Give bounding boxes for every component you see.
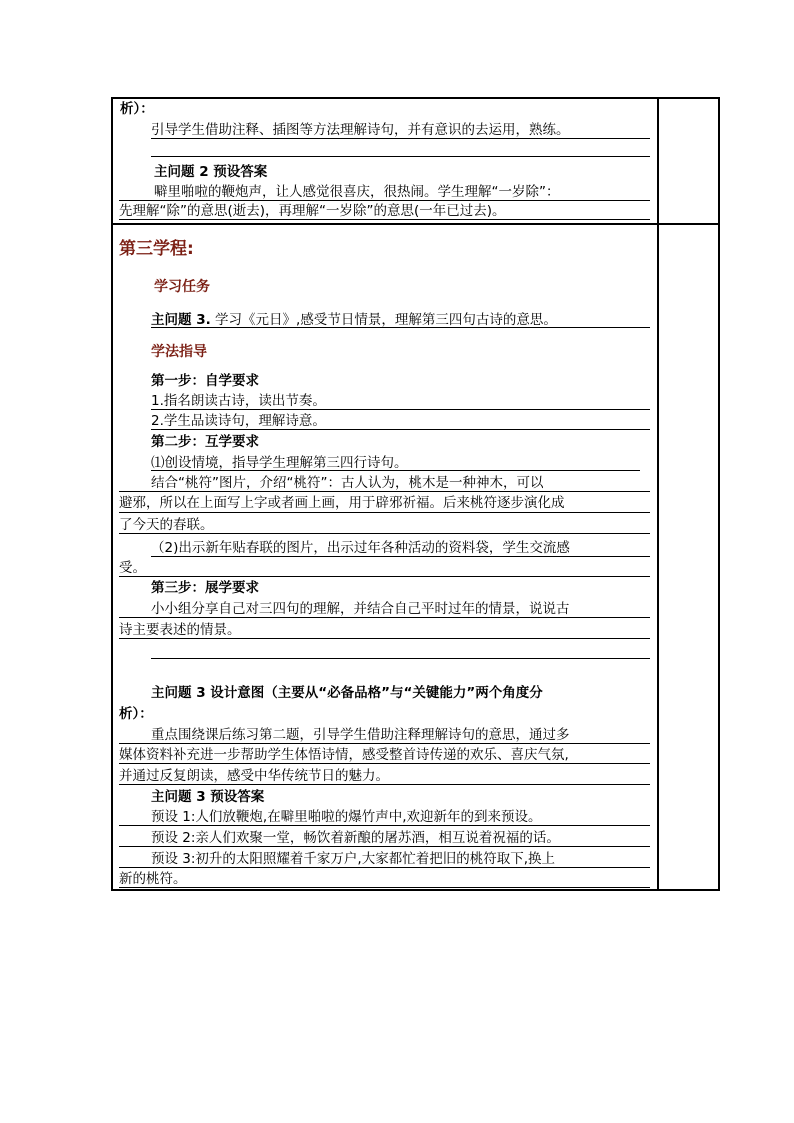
underline: [119, 617, 650, 618]
underline: [151, 556, 650, 557]
q3-text: 学习《元日》,感受节日情景，理解第三四句古诗的意思。: [210, 312, 557, 328]
underline: [119, 867, 650, 868]
underline: [151, 470, 640, 471]
underline: [119, 763, 650, 764]
method-heading: 学法指导: [151, 344, 207, 360]
row-divider: [113, 223, 718, 225]
design-line: 媒体资料补充进一步帮助学生体悟诗情，感受整首诗传递的欢乐、喜庆气氛,: [119, 747, 569, 763]
step1-item: 2.学生品读诗句，理解诗意。: [151, 413, 326, 429]
design-title: 析）：: [119, 706, 153, 722]
analysis-tail: 析）：: [120, 101, 154, 117]
underline: [151, 156, 650, 157]
underline: [151, 658, 650, 659]
step2-line: 了今天的春联。: [119, 517, 214, 533]
underline: [151, 327, 650, 328]
step2-line: 受。: [119, 560, 146, 576]
design-title: 主问题 3 设计意图（主要从“必备品格”与“关键能力”两个角度分: [151, 685, 543, 701]
task-heading: 学习任务: [154, 279, 210, 295]
underline: [119, 512, 650, 513]
step2-line: （2)出示新年贴春联的图片，出示过年各种活动的资料袋，学生交流感: [151, 540, 570, 556]
underline: [119, 825, 650, 826]
underline: [151, 429, 650, 430]
underline: [119, 638, 650, 639]
underline: [119, 846, 650, 847]
q3-answer-title: 主问题 3 预设答案: [151, 789, 265, 805]
q2-answer-title: 主问题 2 预设答案: [154, 164, 268, 180]
design-line: 重点围绕课后练习第二题，引导学生借助注释理解诗句的意思，通过多: [151, 727, 570, 743]
step2-line: 结合“桃符”图片，介绍“桃符”：古人认为，桃木是一种神木，可以: [151, 475, 544, 491]
answer-line: 预设 1:人们放鞭炮,在噼里啪啦的爆竹声中,欢迎新年的到来预设。: [151, 809, 542, 825]
underline: [151, 138, 650, 139]
q3-label: 主问题 3.: [151, 312, 211, 328]
underline: [119, 533, 650, 534]
step2-title: 第二步：互学要求: [151, 434, 259, 450]
underline: [119, 200, 650, 201]
answer-line: 新的桃符。: [119, 871, 187, 887]
answer-line: 预设 2:亲人们欢聚一堂，畅饮着新酿的屠苏酒，相互说着祝福的话。: [151, 830, 560, 846]
design-line: 并通过反复朗读，感受中华传统节日的魅力。: [119, 768, 389, 784]
underline: [119, 491, 650, 492]
column-divider: [657, 99, 659, 889]
step2-line: 避邪，所以在上面写上字或者画上画，用于辟邪祈福。后来桃符逐步演化成: [119, 495, 565, 511]
underline: [119, 743, 650, 744]
section-title: 第三学程:: [119, 239, 194, 259]
step1-item: 1.指名朗读古诗，读出节奏。: [151, 393, 326, 409]
step1-title: 第一步：自学要求: [151, 373, 259, 389]
step3-line: 诗主要表述的情景。: [119, 622, 241, 638]
step3-title: 第三步：展学要求: [151, 580, 259, 596]
underline: [151, 409, 650, 410]
underline: [119, 784, 650, 785]
analysis-body: 引导学生借助注释、插图等方法理解诗句，并有意识的去运用，熟练。: [151, 122, 570, 138]
q2-answer-line: 噼里啪啦的鞭炮声，让人感觉很喜庆，很热闹。学生理解“一岁除”：: [154, 184, 560, 200]
step2-line: ⑴创设情境，指导学生理解第三四行诗句。: [151, 455, 408, 471]
q2-answer-line: 先理解“除”的意思(逝去)，再理解“一岁除”的意思(一年已过去)。: [119, 203, 506, 219]
underline: [119, 887, 650, 888]
step3-line: 小小组分享自己对三四句的理解，并结合自己平时过年的情景，说说古: [151, 601, 570, 617]
underline: [119, 219, 650, 220]
underline: [119, 576, 650, 577]
answer-line: 预设 3:初升的太阳照耀着千家万户,大家都忙着把旧的桃符取下,换上: [151, 851, 556, 867]
